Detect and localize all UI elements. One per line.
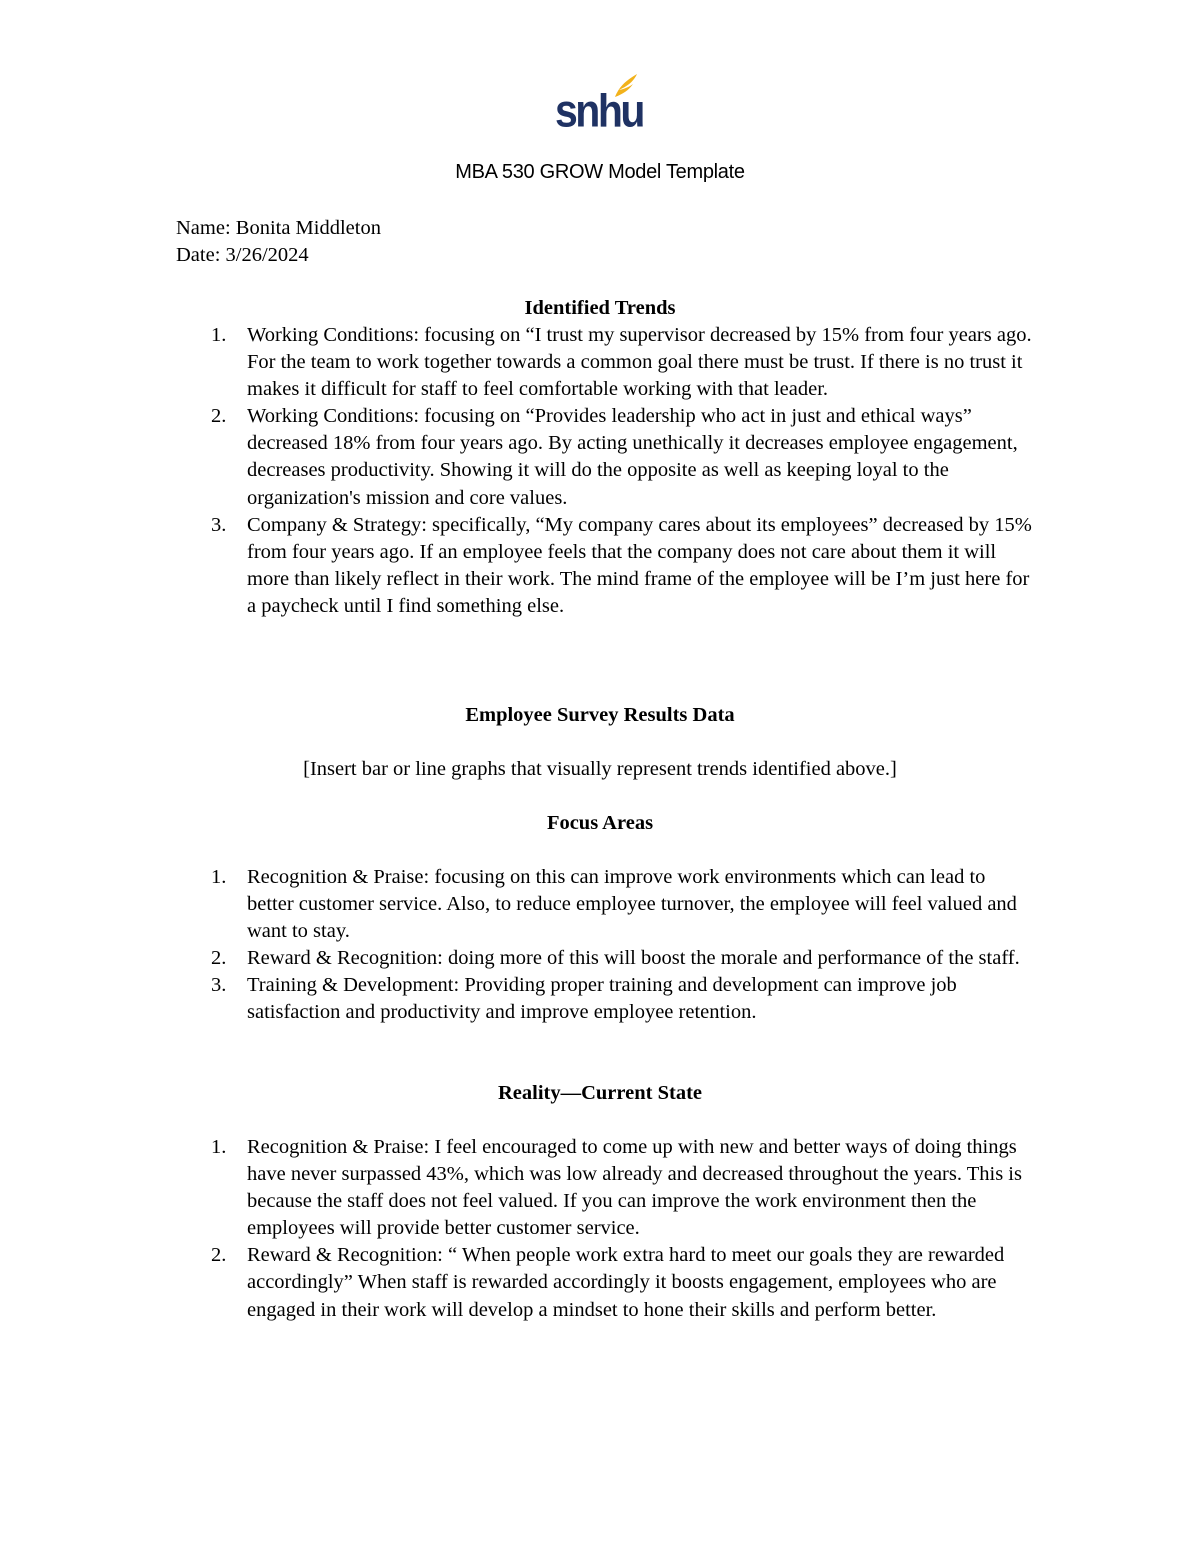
list-number: 1. xyxy=(211,1136,227,1158)
survey-placeholder-note: [Insert bar or line graphs that visually represent trends identified above.] xyxy=(303,758,897,780)
list-number: 2. xyxy=(211,947,227,970)
focus-heading: Focus Areas xyxy=(546,812,654,834)
list-item xyxy=(176,945,1036,972)
survey-heading: Employee Survey Results Data xyxy=(465,704,735,726)
document-title: MBA 530 GROW Model Template xyxy=(455,161,745,183)
list-item xyxy=(176,1134,1036,1242)
trends-list xyxy=(176,322,1036,620)
date-line: Date: 3/26/2024 xyxy=(176,244,309,266)
name-line: Name: Bonita Middleton xyxy=(176,217,381,239)
list-number: 1. xyxy=(211,324,227,346)
list-item xyxy=(176,403,1036,511)
trends-heading: Identified Trends xyxy=(524,297,676,319)
list-item xyxy=(176,512,1036,620)
list-text: Reward & Recognition: doing more of this will boost the morale and performance of the staff. xyxy=(247,947,1020,970)
list-text: Training & Development: Providing proper training and development can improve job satisfaction and productivity and improve employee retention. xyxy=(247,974,957,1024)
list-number: 1. xyxy=(211,866,227,888)
list-number: 3. xyxy=(211,513,227,536)
list-text: Recognition & Praise: focusing on this can improve work environments which can lead to better customer service. Also, to reduce employee turnover, the employee will feel valued and want to stay. xyxy=(247,866,1017,943)
reality-heading: Reality—Current State xyxy=(497,1082,702,1104)
focus-list xyxy=(176,864,1036,1027)
list-text: Working Conditions: focusing on “Provides leadership who act in just and ethical ways” decreased 18% from four years ago. By acting unethically it decreases employee engagement, decreases productivity. Showing it will do the opposite as well as keeping loyal to the organization's mission and core values. xyxy=(247,405,1018,509)
reality-list xyxy=(176,1134,1036,1324)
list-text: Company & Strategy: specifically, “My company cares about its employees” decreased by 15% from four years ago. If an employee feels that the company does not care about them it will more than likely reflect in their work. The mind frame of the employee will be I’m just here for a paycheck until I find something else. xyxy=(247,513,1032,617)
snhu-logo xyxy=(555,72,643,137)
list-text: Working Conditions: focusing on “I trust my supervisor decreased by 15% from four years ago. For the team to work together towards a common goal there must be trust. If there is no trust it makes it difficult for staff to feel comfortable working with that leader. xyxy=(247,324,1032,401)
list-number: 3. xyxy=(211,974,227,997)
list-item xyxy=(176,322,1036,403)
logo-wordmark: snhu xyxy=(555,85,643,137)
list-number: 2. xyxy=(211,1244,227,1267)
list-text: Recognition & Praise: I feel encouraged to come up with new and better ways of doing things have never surpassed 43%, which was low already and decreased throughout the years. This is because the staff does not feel valued. If you can improve the work environment then the employees will provide better customer service. xyxy=(247,1136,1022,1240)
list-item xyxy=(176,972,1036,1026)
list-item xyxy=(176,864,1036,945)
list-text: Reward & Recognition: “ When people work extra hard to meet our goals they are rewarded accordingly” When staff is rewarded accordingly it boosts engagement, employees who are engaged in their work will develop a mindset to hone their skills and perform better. xyxy=(247,1244,1005,1321)
list-item xyxy=(176,1242,1036,1323)
list-number: 2. xyxy=(211,405,227,428)
